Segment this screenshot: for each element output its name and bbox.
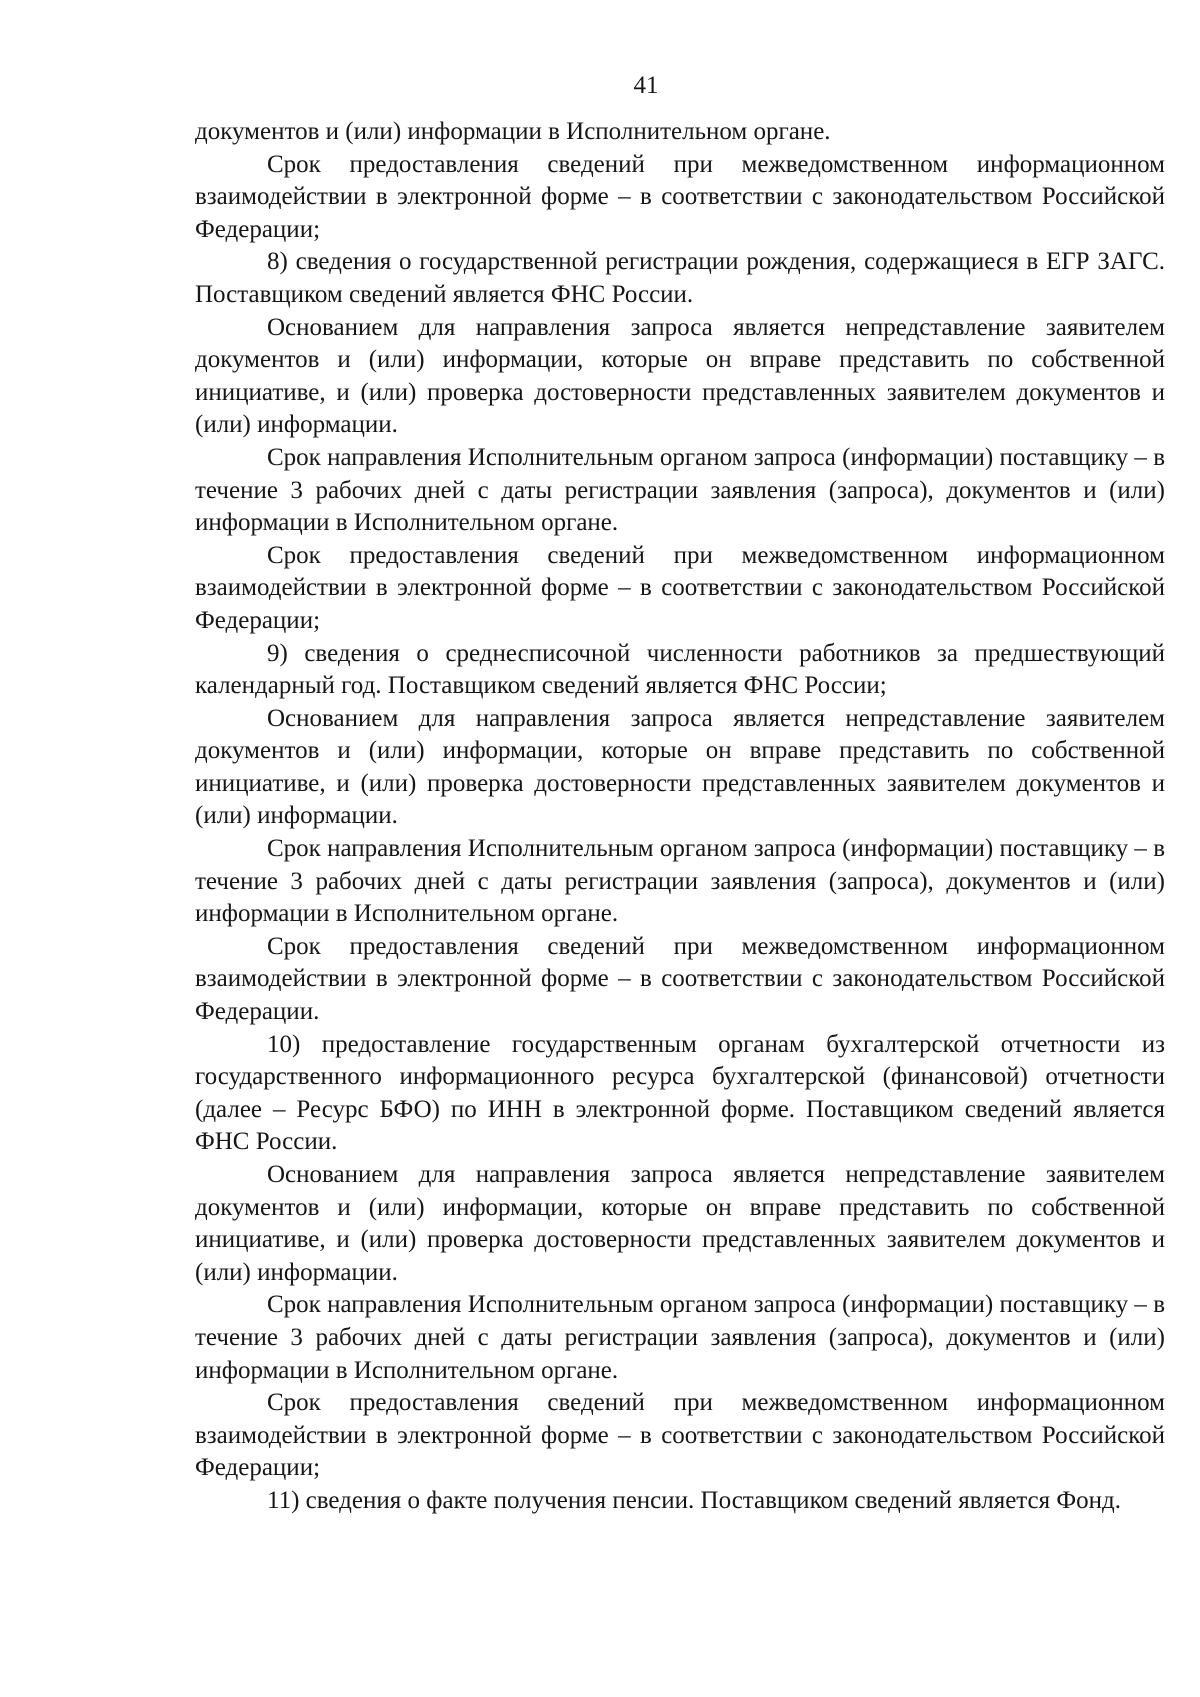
paragraph-request-basis: Основанием для направления запроса является непредставление заявителем документов и (или) информации, которые он вправе представить по собственной инициативе, и (или) проверка достоверности представленных заявителем документов и (или) информации. bbox=[195, 313, 1165, 439]
paragraph-deadline-provision: Срок предоставления сведений при межведомственном информационном взаимодействии в электронной форме – в соответствии с законодательством Российской Федерации; bbox=[195, 1389, 1165, 1482]
paragraph-request-deadline: Срок направления Исполнительным органом запроса (информации) поставщику – в течение 3 рабочих дней с даты регистрации заявления (запроса), документов и (или) информации в Исполнительном органе. bbox=[195, 443, 1165, 537]
document-body bbox=[195, 116, 1165, 1518]
paragraph-continuation: документов и (или) информации в Исполнительном органе. bbox=[195, 118, 831, 145]
paragraph-item-11: 11) сведения о факте получения пенсии. Поставщиком сведений является Фонд. bbox=[267, 1486, 1121, 1514]
paragraph-deadline-provision: Срок предоставления сведений при межведомственном информационном взаимодействии в электронной форме – в соответствии с законодательством Российской Федерации; bbox=[195, 150, 1165, 243]
paragraph-request-basis: Основанием для направления запроса является непредставление заявителем документов и (или) информации, которые он вправе представить по собственной инициативе, и (или) проверка достоверности представленных заявителем документов и (или) информации. bbox=[195, 704, 1165, 830]
paragraph-item-9: 9) сведения о среднесписочной численности работников за предшествующий календарный год. Поставщиком сведений является ФНС России; bbox=[195, 639, 1165, 700]
paragraph-request-deadline: Срок направления Исполнительным органом запроса (информации) поставщику – в течение 3 рабочих дней с даты регистрации заявления (запроса), документов и (или) информации в Исполнительном органе. bbox=[195, 835, 1165, 928]
paragraph-item-8: 8) сведения о государственной регистрации рождения, содержащиеся в ЕГР ЗАГС. Поставщиком сведений является ФНС России. bbox=[195, 248, 1165, 308]
paragraph-request-deadline: Срок направления Исполнительным органом запроса (информации) поставщику – в течение 3 рабочих дней с даты регистрации заявления (запроса), документов и (или) информации в Исполнительном органе. bbox=[195, 1291, 1165, 1384]
paragraph-deadline-provision: Срок предоставления сведений при межведомственном информационном взаимодействии в электронной форме – в соответствии с законодательством Российской Федерации. bbox=[195, 932, 1165, 1026]
paragraph-request-basis: Основанием для направления запроса является непредставление заявителем документов и (или) информации, которые он вправе представить по собственной инициативе, и (или) проверка достоверности представленных заявителем документов и (или) информации. bbox=[195, 1161, 1165, 1286]
paragraph-deadline-provision: Срок предоставления сведений при межведомственном информационном взаимодействии в электронной форме – в соответствии с законодательством Российской Федерации; bbox=[195, 541, 1165, 634]
paragraph-item-10: 10) предоставление государственным органам бухгалтерской отчетности из государственного информационного ресурса бухгалтерской (финансовой) отчетности (далее – Ресурс БФО) по ИНН в электронной форме. Поставщиком сведений является ФНС России. bbox=[195, 1030, 1165, 1156]
page-number: 41 bbox=[633, 72, 659, 99]
